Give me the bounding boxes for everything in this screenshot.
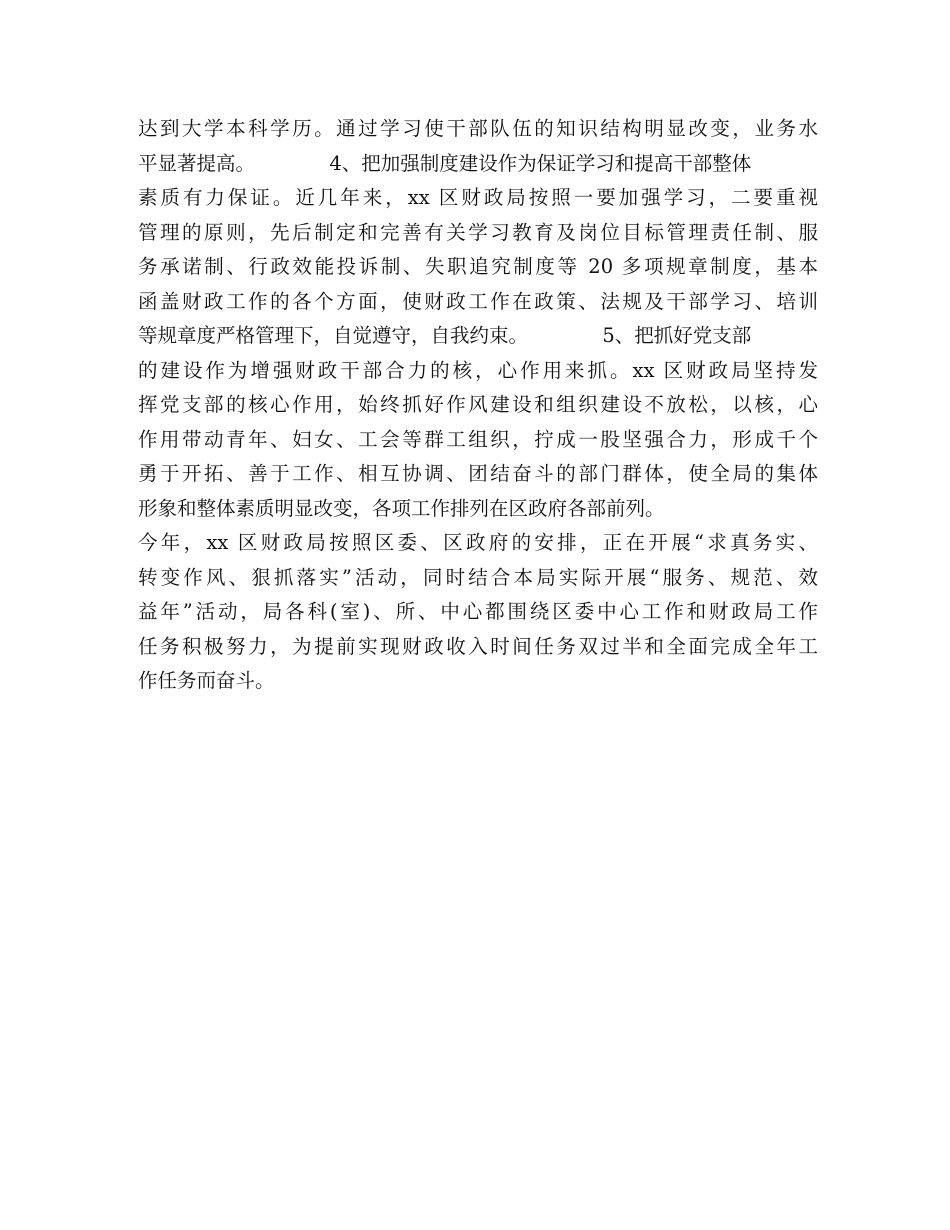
- text-line: 任务积极努力，为提前实现财政收入时间任务双过半和全面完成全年工: [138, 634, 818, 658]
- text-line: 作用带动青年、妇女、工会等群工组织，拧成一股坚强合力，形成千个: [138, 427, 818, 451]
- text-line: 达到大学本科学历。通过学习使干部队伍的知识结构明显改变，业务水: [138, 117, 818, 140]
- text-line: 素质有力保证。近几年来，xx 区财政局按照一要加强学习，二要重视: [138, 186, 818, 209]
- text-line: 今年，xx 区财政局按照区委、区政府的安排，正在开展“求真务实、: [138, 531, 818, 554]
- text-line: 的建设作为增强财政干部合力的核，心作用来抓。xx 区财政局坚持发: [138, 358, 818, 382]
- text-line: 管理的原则，先后制定和完善有关学习教育及岗位目标管理责任制、服: [138, 220, 818, 244]
- text-line: 挥党支部的核心作用，始终抓好作风建设和组织建设不放松，以核，心: [138, 393, 818, 416]
- text-line: 益年”活动，局各科(室)、所、中心都围绕区委中心工作和财政局工作: [138, 600, 818, 623]
- text-line: 平显著提高。 4、把加强制度建设作为保证学习和提高干部整体: [138, 151, 752, 175]
- document-body: [138, 112, 818, 699]
- text-line: 作任务而奋斗。: [138, 669, 275, 692]
- text-line: 形象和整体素质明显改变，各项工作排列在区政府各部前列。: [138, 496, 665, 520]
- text-line: 等规章度严格管理下，自觉遵守，自我约束。 5、把抓好党支部: [138, 324, 752, 347]
- text-line: 务承诺制、行政效能投诉制、失职追究制度等 20 多项规章制度，基本: [138, 255, 818, 278]
- text-line: 转变作风、狠抓落实”活动，同时结合本局实际开展“服务、规范、效: [138, 565, 818, 589]
- text-line: 函盖财政工作的各个方面，使财政工作在政策、法规及干部学习、培训: [138, 289, 818, 313]
- text-line: 勇于开拓、善于工作、相互协调、团结奋斗的部门群体，使全局的集体: [138, 462, 818, 485]
